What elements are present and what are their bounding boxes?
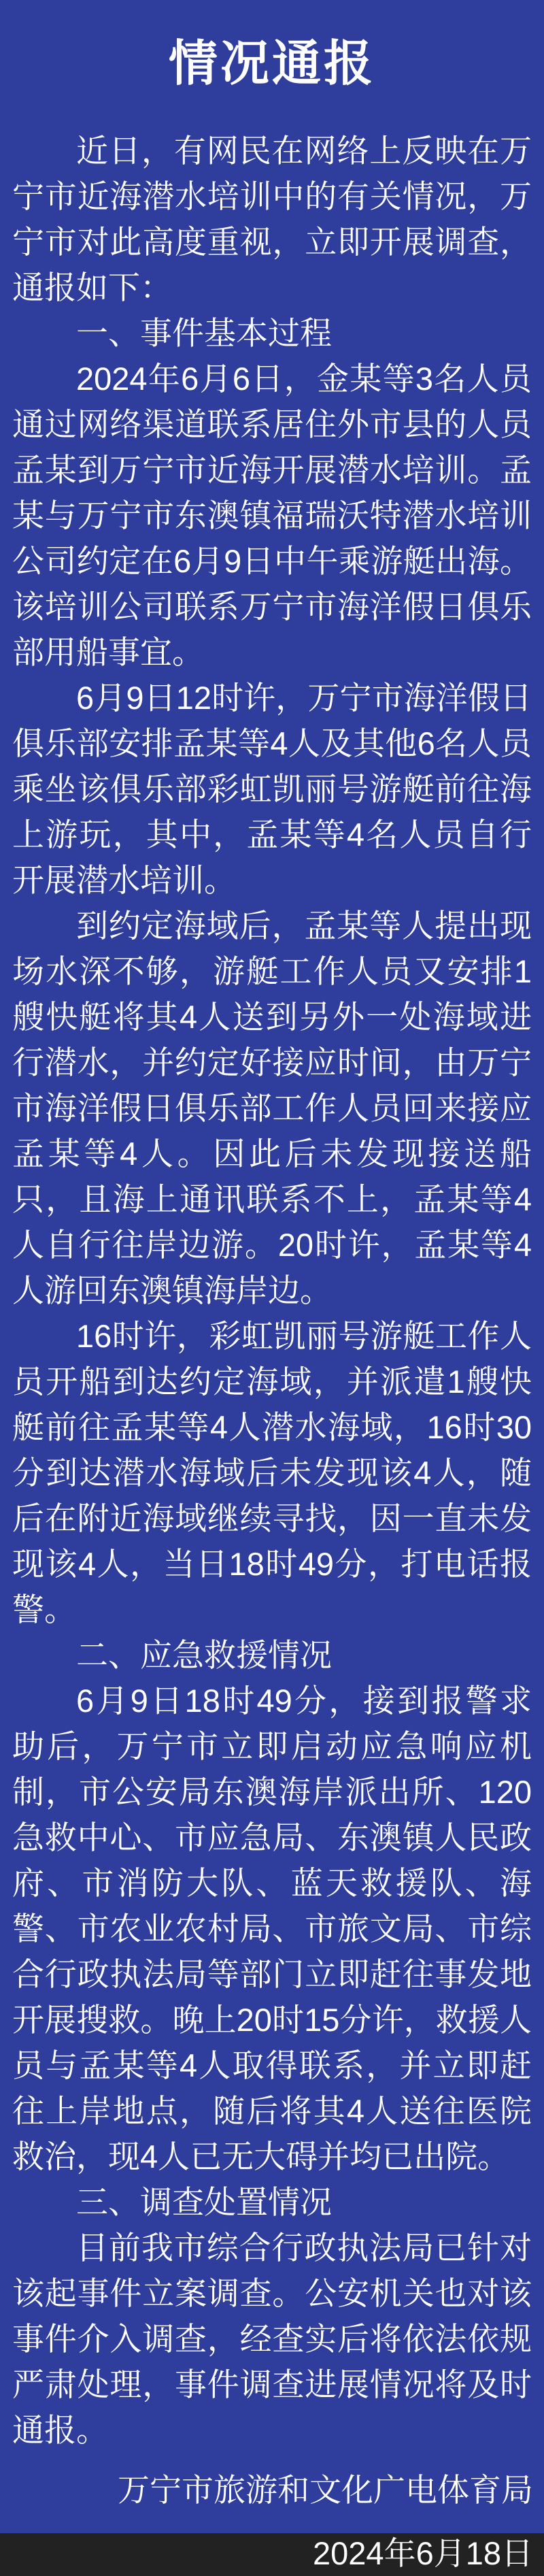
- notice-paragraph: 到约定海域后，孟某等人提出现场水深不够，游艇工作人员又安排1艘快艇将其4人送到另外一处海域进行潜水，并约定好接应时间，由万宁市海洋假日俱乐部工作人员回来接应孟某等4人。因此后未发现接送船只，且海上通讯联系不上，孟某等4人自行往岸边游。20时许，孟某等4人游回东澳镇海岸边。: [12, 908, 532, 1308]
- notice-paragraph: 近日，有网民在网络上反映在万宁市近海潜水培训中的有关情况，万宁市对此高度重视，立即开展调查，通报如下：: [12, 133, 532, 306]
- section-heading: 三、调查处置情况: [76, 2184, 332, 2220]
- notice-paragraph: 6月9日12时许，万宁市海洋假日俱乐部安排孟某等4人及其他6名人员乘坐该俱乐部彩虹凯丽号游艇前往海上游玩，其中，孟某等4名人员自行开展潜水培训。: [12, 680, 532, 898]
- notice-paragraph: 16时许，彩虹凯丽号游艇工作人员开船到达约定海域，并派遣1艘快艇前往孟某等4人潜水海域，16时30分到达潜水海域后未发现该4人，随后在附近海域继续寻找，因一直未发现该4人，当日18时49分，打电话报警。: [12, 1318, 532, 1628]
- issue-date: 2024年6月18日: [313, 2535, 533, 2571]
- section-heading: 一、事件基本过程: [76, 315, 332, 351]
- notice-paragraph: 2024年6月6日，金某等3名人员通过网络渠道联系居住外市县的人员孟某到万宁市近海开展潜水培训。孟某与万宁市东澳镇福瑞沃特潜水培训公司约定在6月9日中午乘游艇出海。该培训公司联系万宁市海洋假日俱乐部用船事宜。: [12, 361, 532, 670]
- notice-title: 情况通报: [168, 37, 375, 91]
- notice-paragraph: 目前我市综合行政执法局已针对该起事件立案调查。公安机关也对该事件介入调查，经查实后将依法依规严肃处理，事件调查进展情况将及时通报。: [12, 2230, 532, 2448]
- section-heading: 二、应急救援情况: [76, 1637, 332, 1673]
- signature-block: [0, 2467, 544, 2576]
- notice-body: [0, 128, 544, 2453]
- notice-paragraph: 6月9日18时49分，接到报警求助后，万宁市立即启动应急响应机制，市公安局东澳海岸派出所、120急救中心、市应急局、东澳镇人民政府、市消防大队、蓝天救援队、海警、市农业农村局、市旅文局、市综合行政执法局等部门立即赶往事发地开展搜救。晚上20时15分许，救援人员与孟某等4人取得联系，并立即赶往上岸地点，随后将其4人送往医院救治，现4人已无大碍并均已出院。: [12, 1683, 532, 2175]
- issuer-name: 万宁市旅游和文化广电体育局: [118, 2472, 533, 2508]
